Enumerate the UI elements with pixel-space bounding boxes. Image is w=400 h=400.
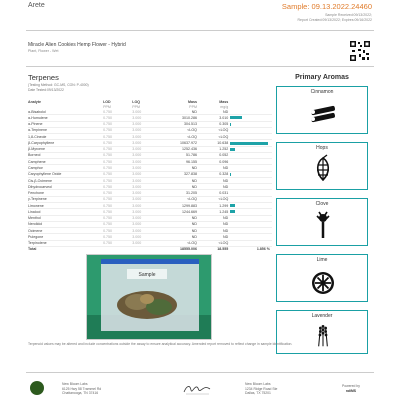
- qr-code-icon: [349, 40, 371, 62]
- lod-cell: 0.750: [103, 140, 132, 146]
- analyte-cell: α-Humulene: [28, 115, 103, 121]
- col-mass-mgg: Mass: [219, 99, 229, 104]
- aroma-label: Lime: [316, 257, 328, 263]
- mass-ppm-cell: ND: [161, 234, 199, 240]
- mass-mgg-cell: ND: [199, 234, 230, 240]
- mass-ppm-cell: 304.513: [161, 121, 199, 127]
- unit-lod: PPM: [103, 104, 111, 109]
- concentration-bar: [230, 204, 235, 207]
- lod-cell: 0.750: [103, 115, 132, 121]
- mass-ppm-cell: ND: [161, 109, 199, 115]
- loq-cell: 3.000: [132, 146, 161, 152]
- col-mass-ppm: Mass: [187, 99, 197, 104]
- concentration-bar: [230, 173, 231, 176]
- analyte-cell: Borneol: [28, 152, 103, 158]
- mass-mgg-cell: ND: [199, 215, 230, 221]
- lod-cell: 0.750: [103, 121, 132, 127]
- powered-by-label: Powered by: [342, 384, 360, 388]
- mass-mgg-cell: <LOQ: [199, 127, 230, 133]
- analyte-cell: Linalool: [28, 209, 103, 215]
- mass-mgg-cell: 10.638: [199, 140, 230, 146]
- mass-mgg-cell: <LOQ: [199, 240, 230, 246]
- loq-cell: 3.000: [132, 127, 161, 133]
- lod-cell: 0.750: [103, 159, 132, 165]
- lab-left-name: New Bloom Labs: [62, 382, 88, 386]
- analyte-cell: Limonene: [28, 202, 103, 208]
- loq-cell: 3.000: [132, 152, 161, 158]
- mass-ppm-cell: 1244.669: [161, 209, 199, 215]
- lab-left-street: 6125 Hwy 58 Trammel Rd: [62, 386, 102, 391]
- mass-mgg-cell: 0.305: [199, 121, 230, 127]
- total-percent: 1.856 %: [230, 246, 272, 252]
- aroma-card-lavender: [276, 310, 368, 354]
- analyte-cell: Pulegone: [28, 234, 103, 240]
- concentration-bar: [230, 116, 241, 119]
- lod-cell: 0.750: [103, 109, 132, 115]
- analyte-cell: α-Pinene: [28, 121, 103, 127]
- mass-ppm-cell: <LOQ: [161, 127, 199, 133]
- mass-ppm-cell: <LOQ: [161, 240, 199, 246]
- hops-icon: [309, 154, 337, 184]
- aroma-label: Clove: [315, 201, 329, 207]
- created-line: Report Created:09/13/2022; Expires:09/16/2022: [297, 18, 372, 22]
- test-method: [28, 83, 89, 93]
- concentration-bar: [230, 123, 231, 126]
- analyte-cell: 1,8-Cineole: [28, 134, 103, 140]
- aroma-label: Lavender: [311, 313, 333, 319]
- mass-ppm-cell: <LOQ: [161, 196, 199, 202]
- mass-mgg-cell: ND: [199, 177, 230, 183]
- powered-by: [342, 384, 360, 393]
- loq-cell: 3.000: [132, 190, 161, 196]
- loq-cell: 3.000: [132, 240, 161, 246]
- mass-mgg-cell: 0.052: [199, 152, 230, 158]
- analyte-cell: γ-Terpinene: [28, 196, 103, 202]
- lod-cell: 0.750: [103, 240, 132, 246]
- lab-left-city: Chattanooga, TN 37416: [62, 391, 99, 395]
- lab-mid-name: New Bloom Labs: [245, 382, 271, 386]
- loq-cell: 3.000: [132, 228, 161, 234]
- lod-cell: 0.750: [103, 221, 132, 227]
- mass-ppm-cell: ND: [161, 184, 199, 190]
- mass-ppm-cell: 10637.972: [161, 140, 199, 146]
- mass-mgg-cell: 1.299: [199, 202, 230, 208]
- loq-cell: 3.000: [132, 234, 161, 240]
- lod-cell: 0.750: [103, 209, 132, 215]
- concentration-bar: [230, 148, 235, 151]
- analyte-cell: Caryophyllene Oxide: [28, 171, 103, 177]
- mass-ppm-cell: ND: [161, 228, 199, 234]
- method-line: (Testing Method: GC-MS, CON: P-4000): [28, 83, 89, 87]
- analyte-cell: Menthol: [28, 215, 103, 221]
- total-ppm: 18555.006: [161, 246, 199, 252]
- lod-cell: 0.750: [103, 234, 132, 240]
- lod-cell: 0.750: [103, 196, 132, 202]
- analyte-cell: Camphene: [28, 159, 103, 165]
- analyte-cell: α-Terpinene: [28, 127, 103, 133]
- lod-cell: 0.750: [103, 146, 132, 152]
- loq-cell: 3.000: [132, 121, 161, 127]
- lod-cell: 0.750: [103, 171, 132, 177]
- mass-mgg-cell: 1.245: [199, 209, 230, 215]
- sample-id: Sample: 09.13.2022.24460: [281, 2, 372, 11]
- lod-cell: 0.750: [103, 202, 132, 208]
- lab-address-mid: [245, 382, 277, 396]
- mass-mgg-cell: 0.031: [199, 190, 230, 196]
- signature: [183, 383, 211, 395]
- lab-name: Arete: [28, 2, 45, 9]
- lod-cell: 0.750: [103, 215, 132, 221]
- mass-mgg-cell: ND: [199, 165, 230, 171]
- lime-icon: [309, 266, 337, 296]
- col-lod: LOD: [103, 99, 111, 104]
- cinnamon-icon: [309, 98, 337, 128]
- footnote: Terpenoid values may be altered and include concentrations outside the assay to ensure analytical accuracy. Amended report removed to reflect change in sample identification.: [28, 342, 293, 346]
- aroma-card-clove: [276, 198, 368, 246]
- lod-cell: 0.750: [103, 228, 132, 234]
- mass-ppm-cell: 31.205: [161, 190, 199, 196]
- mass-ppm-cell: 96.155: [161, 159, 199, 165]
- lod-cell: 0.750: [103, 177, 132, 183]
- mass-ppm-cell: 327.838: [161, 171, 199, 177]
- loq-cell: 3.000: [132, 184, 161, 190]
- loq-cell: 3.000: [132, 196, 161, 202]
- mass-mgg-cell: ND: [199, 109, 230, 115]
- sample-photo: [86, 254, 212, 340]
- lod-cell: 0.750: [103, 152, 132, 158]
- product-type: Plant, Flower - Wet: [28, 49, 59, 53]
- mass-ppm-cell: ND: [161, 177, 199, 183]
- loq-cell: 3.000: [132, 209, 161, 215]
- total-label: Total: [28, 246, 103, 252]
- total-row: [28, 246, 272, 252]
- analyte-cell: β-Myrcene: [28, 146, 103, 152]
- mass-mgg-cell: 3.010: [199, 115, 230, 121]
- mass-ppm-cell: ND: [161, 165, 199, 171]
- date-tested-line: Date Tested:09/13/2022: [28, 88, 64, 92]
- mass-mgg-cell: 0.328: [199, 171, 230, 177]
- concentration-bar: [230, 142, 268, 145]
- mass-mgg-cell: 0.096: [199, 159, 230, 165]
- sample-bag-image: [87, 255, 211, 339]
- aroma-label: Hops: [316, 145, 328, 151]
- analyte-cell: Ocimene: [28, 228, 103, 234]
- product-divider: [26, 66, 374, 67]
- unit-ppm: PPM: [189, 104, 197, 109]
- lod-cell: 0.750: [103, 165, 132, 171]
- received-line: Sample Received:09/13/2022;: [325, 13, 372, 17]
- lab-logo: [30, 381, 44, 395]
- analyte-cell: Fenchone: [28, 190, 103, 196]
- aroma-card-cinnamon: [276, 86, 368, 134]
- mass-ppm-cell: 51.786: [161, 152, 199, 158]
- col-loq: LOQ: [132, 99, 141, 104]
- mass-ppm-cell: ND: [161, 215, 199, 221]
- mass-ppm-cell: 1252.436: [161, 146, 199, 152]
- aromas-title: Primary Aromas: [295, 74, 349, 81]
- loq-cell: 3.000: [132, 159, 161, 165]
- analyte-cell: β-Caryophyllene: [28, 140, 103, 146]
- product-name: Miracle Alien Cookies Hemp Flower - Hybrid: [28, 42, 126, 48]
- loq-cell: 3.000: [132, 165, 161, 171]
- bag-label: Sample: [138, 272, 156, 278]
- mass-ppm-cell: 1299.883: [161, 202, 199, 208]
- aroma-card-lime: [276, 254, 368, 302]
- lod-cell: 0.750: [103, 184, 132, 190]
- analyte-cell: α-Bisabolol: [28, 109, 103, 115]
- mass-ppm-cell: <LOQ: [161, 134, 199, 140]
- analyte-cell: Terpinolene: [28, 240, 103, 246]
- loq-cell: 3.000: [132, 215, 161, 221]
- loq-cell: 3.000: [132, 171, 161, 177]
- lab-address-left: [62, 382, 101, 396]
- mass-mgg-cell: 1.252: [199, 146, 230, 152]
- mass-mgg-cell: ND: [199, 228, 230, 234]
- lod-cell: 0.750: [103, 127, 132, 133]
- col-analyte: Analyte: [28, 99, 41, 104]
- mass-mgg-cell: ND: [199, 221, 230, 227]
- analyte-cell: Cis-β-Ocimene: [28, 177, 103, 183]
- aroma-card-hops: [276, 142, 368, 190]
- loq-cell: 3.000: [132, 177, 161, 183]
- unit-loq: PPM: [132, 104, 141, 109]
- section-title: Terpenes: [28, 73, 59, 82]
- analyte-cell: Dihydrocarveol: [28, 184, 103, 190]
- aroma-label: Cinnamon: [310, 89, 334, 95]
- unit-mgg: mg/g: [220, 104, 229, 109]
- concentration-bar: [230, 210, 235, 213]
- loq-cell: 3.000: [132, 221, 161, 227]
- mass-ppm-cell: ND: [161, 221, 199, 227]
- mass-mgg-cell: <LOQ: [199, 134, 230, 140]
- clove-icon: [309, 210, 337, 240]
- loq-cell: 3.000: [132, 202, 161, 208]
- analyte-cell: Camphor: [28, 165, 103, 171]
- footer-divider: [26, 372, 374, 373]
- lab-mid-city: Dallas, TX 75201: [245, 391, 271, 395]
- lab-mid-street: 1234 Ridge Road Ste: [245, 386, 278, 391]
- loq-cell: 3.000: [132, 115, 161, 121]
- loq-cell: 3.000: [132, 109, 161, 115]
- report-dates: [297, 13, 372, 23]
- lod-cell: 0.750: [103, 190, 132, 196]
- total-mgg: 18.555: [199, 246, 230, 252]
- mass-mgg-cell: <LOQ: [199, 196, 230, 202]
- mass-ppm-cell: 3010.286: [161, 115, 199, 121]
- powered-by-brand: ndiMS: [345, 388, 357, 393]
- header-divider: [26, 30, 374, 31]
- terpene-table: [28, 99, 272, 252]
- loq-cell: 3.000: [132, 140, 161, 146]
- analyte-cell: Nerolidol: [28, 221, 103, 227]
- lod-cell: 0.750: [103, 134, 132, 140]
- mass-mgg-cell: ND: [199, 184, 230, 190]
- loq-cell: 3.000: [132, 134, 161, 140]
